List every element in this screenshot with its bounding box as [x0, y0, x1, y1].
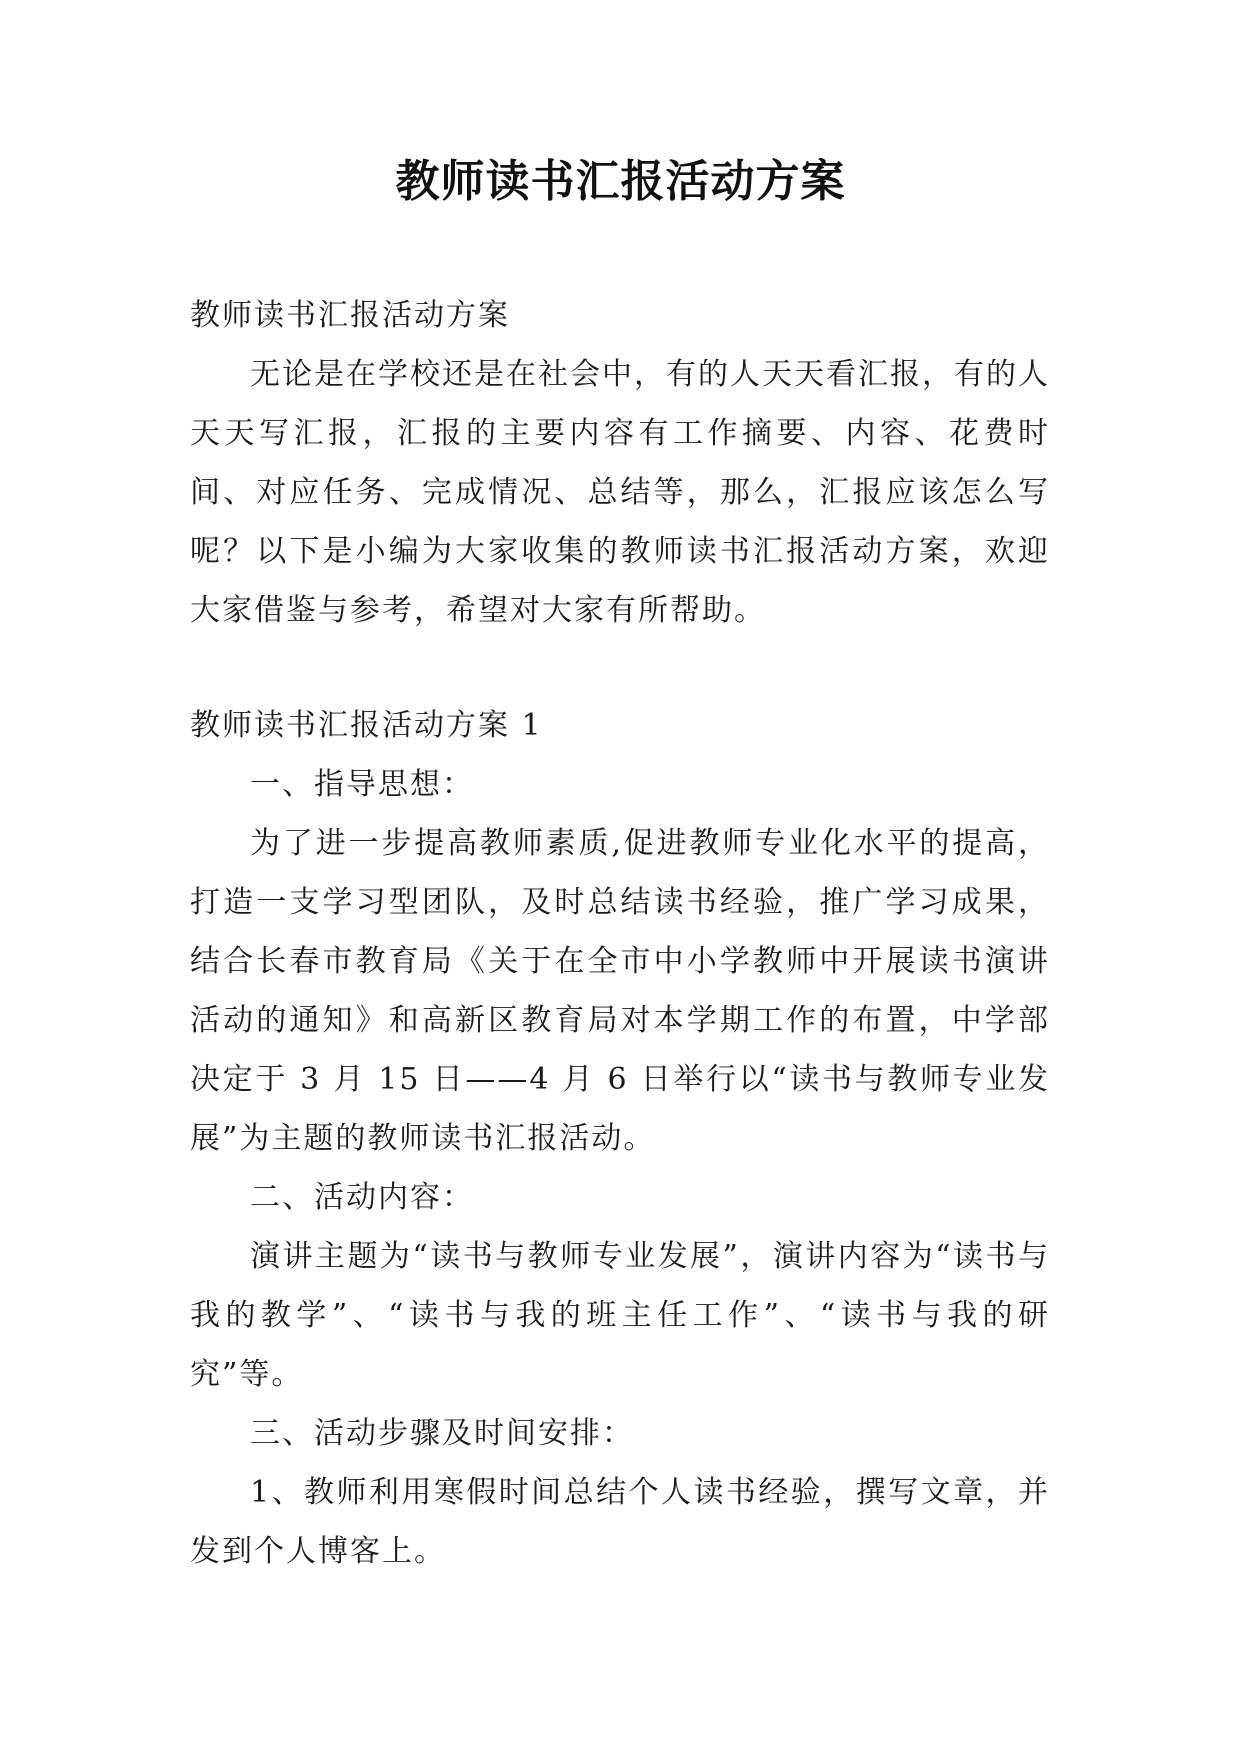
intro-paragraph: 无论是在学校还是在社会中，有的人天天看汇报，有的人天天写汇报，汇报的主要内容有工作摘要、内容、花费时间、对应任务、完成情况、总结等，那么，汇报应该怎么写呢？以下是小编为大家收集的教师读书汇报活动方案，欢迎大家借鉴与参考，希望对大家有所帮助。	[190, 357, 1050, 628]
part3-heading: 三、活动步骤及时间安排：	[250, 1416, 634, 1451]
section-spacer	[190, 640, 1050, 696]
document-title: 教师读书汇报活动方案	[395, 156, 846, 207]
part2-paragraph: 演讲主题为“读书与教师专业发展”，演讲内容为“读书与我的教学”、“读书与我的班主任工作”、“读书与我的研究”等。	[190, 1239, 1050, 1392]
part2-heading: 二、活动内容：	[250, 1180, 474, 1215]
document-body	[190, 286, 1050, 1581]
part1-paragraph: 为了进一步提高教师素质,促进教师专业化水平的提高，打造一支学习型团队，及时总结读书经验，推广学习成果，结合长春市教育局《关于在全市中小学教师中开展读书演讲活动的通知》和高新区教育局对本学期工作的布置，中学部决定于 3 月 15 日——4 月 6 日举行以“读书与教师专业发展”为主题的教师读书汇报活动。	[190, 826, 1050, 1156]
section-title: 教师读书汇报活动方案 1	[190, 708, 543, 743]
part1-heading: 一、指导思想：	[250, 767, 474, 802]
document-subtitle: 教师读书汇报活动方案	[190, 298, 510, 333]
step1-paragraph: 1、教师利用寒假时间总结个人读书经验，撰写文章，并发到个人博客上。	[190, 1475, 1050, 1569]
